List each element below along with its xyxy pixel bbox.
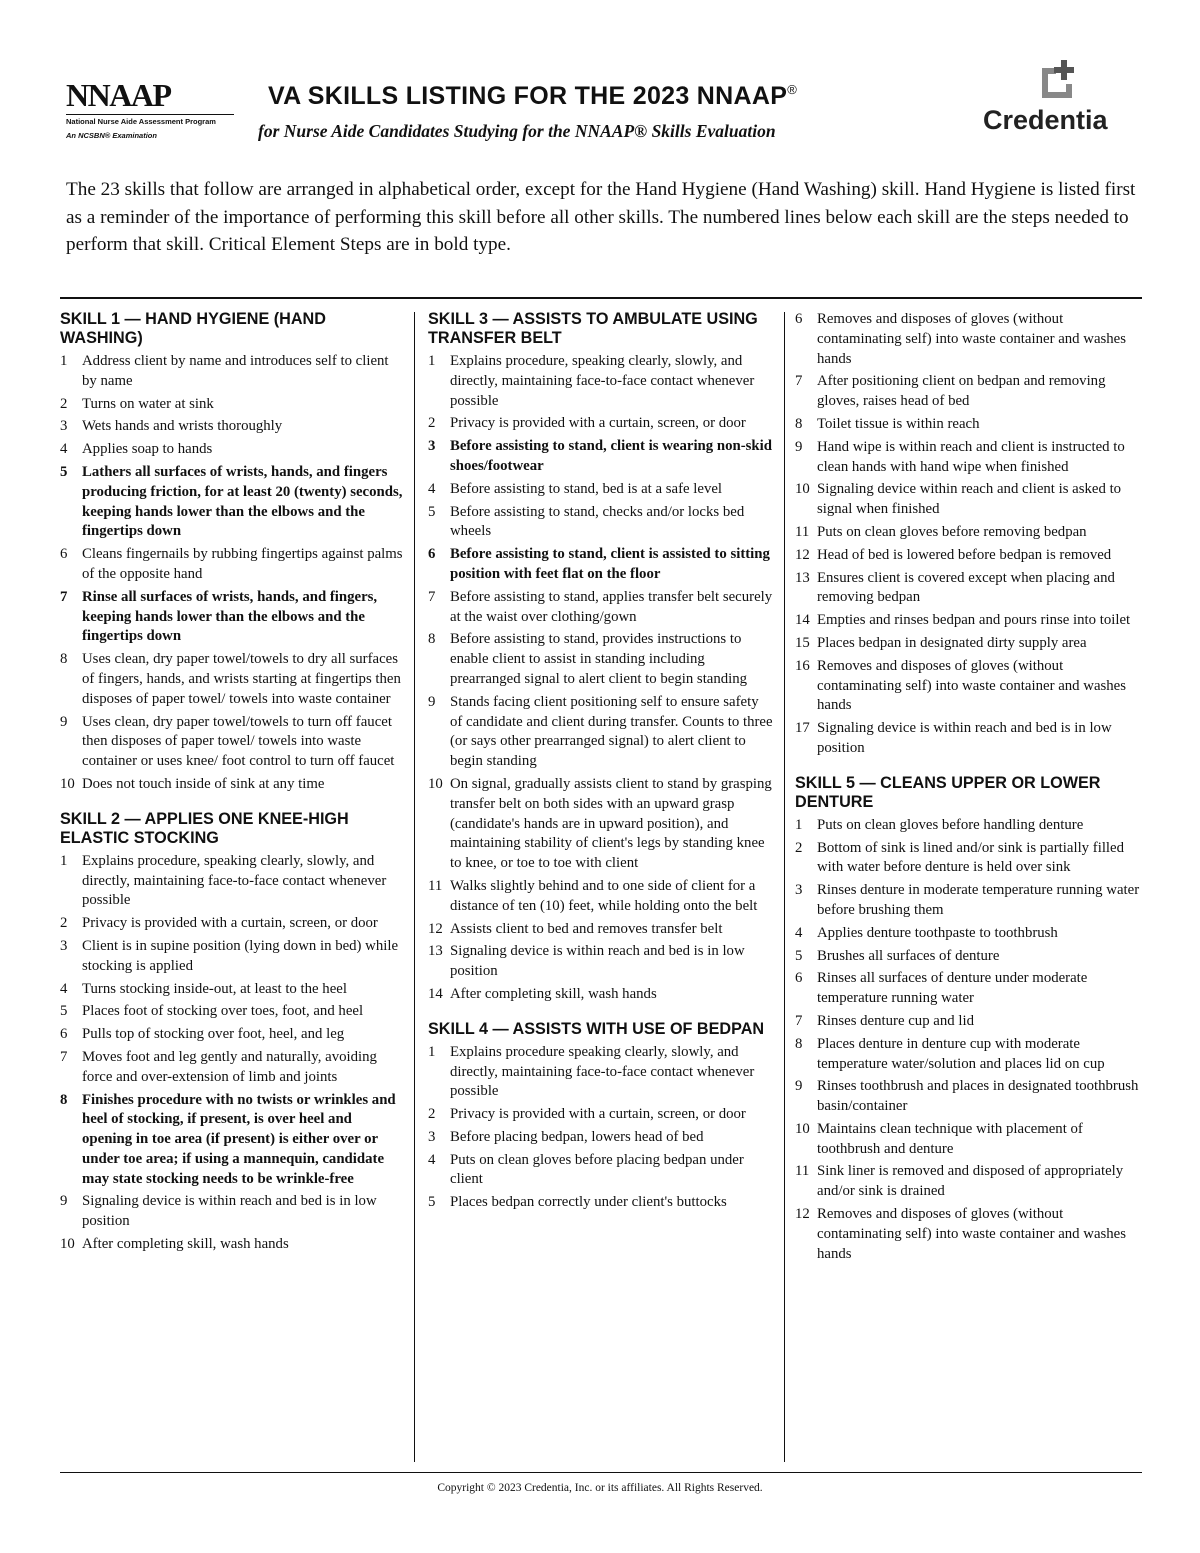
skill-step — [60, 1048, 405, 1088]
step-number: 4 — [60, 441, 68, 458]
skill-step — [795, 719, 1140, 759]
skill-step — [428, 877, 773, 917]
credentia-logo — [983, 60, 1133, 136]
step-text: Removes and disposes of gloves (without contaminating self) into waste container and washes hands — [817, 311, 1126, 367]
skill-step — [795, 523, 1140, 543]
skill-step — [795, 438, 1140, 478]
step-text: Turns on water at sink — [82, 395, 214, 412]
skill-step — [60, 1091, 405, 1190]
step-number: 3 — [60, 418, 68, 435]
step-number: 12 — [795, 546, 810, 563]
step-number: 12 — [428, 920, 443, 937]
step-text: Places denture in denture cup with moderate temperature water/solution and places lid on cup — [817, 1035, 1105, 1072]
skill-step — [60, 463, 405, 542]
nnaap-logo-subtitle: National Nurse Aide Assessment Program — [66, 117, 216, 126]
skill-step — [60, 440, 405, 460]
nnaap-logo-tagline: An NCSBN® Examination — [66, 131, 157, 140]
skill-step — [795, 1162, 1140, 1202]
step-text: Assists client to bed and removes transfer belt — [450, 920, 723, 937]
step-number: 10 — [60, 775, 75, 792]
copyright-notice: Copyright © 2023 Credentia, Inc. or its affiliates. All Rights Reserved. — [437, 1482, 763, 1494]
skill-step — [795, 839, 1140, 879]
step-text: Signaling device is within reach and bed is in low position — [817, 720, 1112, 756]
step-number: 4 — [428, 480, 436, 497]
skill-step — [428, 588, 773, 628]
step-text: Lathers all surfaces of wrists, hands, and fingers producing friction, for at least 20 (twenty) seconds, keeping hands lower than the elbows and the fingertips down — [82, 463, 403, 540]
step-number: 17 — [795, 720, 810, 737]
column-divider — [414, 312, 415, 1462]
skill-step — [428, 693, 773, 772]
skill-4-steps — [428, 1043, 773, 1213]
step-text: Rinse all surfaces of wrists, hands, and fingers, keeping hands lower than the elbows and the fingertips down — [82, 588, 378, 645]
page-title — [268, 75, 797, 111]
step-text: Before assisting to stand, bed is at a safe level — [450, 480, 723, 497]
page-title-text: VA SKILLS LISTING FOR THE 2023 NNAAP — [268, 82, 788, 110]
step-number: 15 — [795, 634, 810, 651]
step-text: Ensures client is covered except when placing and removing bedpan — [817, 569, 1115, 606]
page-subtitle: for Nurse Aide Candidates Studying for the NNAAP® Skills Evaluation — [258, 121, 776, 141]
skill-step — [60, 937, 405, 977]
column-divider — [784, 312, 785, 1462]
step-number: 10 — [428, 775, 443, 792]
skill-step — [60, 775, 405, 795]
step-number: 7 — [795, 373, 803, 390]
step-text: Address client by name and introduces self to client by name — [82, 353, 389, 389]
step-text: Places bedpan in designated dirty supply area — [817, 634, 1087, 651]
step-number: 2 — [795, 839, 803, 856]
step-number: 3 — [428, 1128, 436, 1145]
column-3 — [795, 310, 1140, 1267]
skill-step — [60, 352, 405, 392]
nnaap-logo — [66, 78, 238, 141]
nnaap-logo-word: NNAAP — [66, 77, 171, 113]
step-number: 10 — [795, 1120, 810, 1137]
step-number: 7 — [60, 588, 68, 605]
skill-step — [428, 1151, 773, 1191]
step-number: 1 — [428, 353, 436, 369]
step-text: Places bedpan correctly under client's buttocks — [450, 1194, 727, 1211]
step-number: 9 — [60, 713, 68, 730]
skill-step — [60, 545, 405, 585]
step-text: Explains procedure, speaking clearly, slowly, and directly, maintaining face-to-face contact whenever possible — [450, 353, 755, 409]
skill-step — [428, 1043, 773, 1102]
skill-step — [60, 1025, 405, 1045]
step-text: Pulls top of stocking over foot, heel, and leg — [82, 1026, 345, 1043]
step-number: 8 — [795, 415, 803, 432]
step-number: 8 — [60, 651, 68, 668]
step-number: 5 — [428, 503, 436, 520]
step-text: Sink liner is removed and disposed of appropriately and/or sink is drained — [817, 1163, 1124, 1200]
skill-3-steps — [428, 352, 773, 1005]
step-text: Before assisting to stand, provides instructions to enable client to assist in standing including prearranged signal to alert client to begin standing — [450, 631, 748, 687]
skill-3-title: SKILL 3 — ASSISTS TO AMBULATE USING TRANSFER BELT — [428, 310, 758, 347]
skill-step — [795, 569, 1140, 609]
step-text: Privacy is provided with a curtain, screen, or door — [82, 915, 378, 932]
step-text: After completing skill, wash hands — [82, 1236, 289, 1253]
step-text: Explains procedure speaking clearly, slowly, and directly, maintaining face-to-face contact whenever possible — [450, 1043, 755, 1100]
skill-2-steps — [60, 852, 405, 1255]
skill-step — [795, 372, 1140, 412]
step-number: 9 — [60, 1193, 68, 1210]
step-number: 8 — [60, 1091, 68, 1108]
step-number: 1 — [60, 353, 68, 369]
step-text: Toilet tissue is within reach — [817, 415, 980, 432]
skill-4-steps-continued — [795, 310, 1140, 759]
skill-step — [428, 985, 773, 1005]
registered-mark: ® — [787, 82, 798, 97]
skill-step — [795, 1205, 1140, 1264]
step-text: Puts on clean gloves before handling denture — [817, 816, 1084, 833]
skill-step — [795, 924, 1140, 944]
step-number: 5 — [428, 1194, 436, 1211]
step-number: 4 — [795, 924, 803, 941]
skill-step — [428, 630, 773, 689]
skill-step — [428, 545, 773, 585]
skill-step — [795, 1120, 1140, 1160]
skill-step — [60, 395, 405, 415]
step-number: 7 — [60, 1048, 68, 1065]
skill-step — [60, 588, 405, 647]
skill-step — [428, 503, 773, 543]
step-text: Wets hands and wrists thoroughly — [82, 418, 283, 435]
step-text: Stands facing client positioning self to ensure safety of candidate and client during transfer. Counts to three (or says other prearranged signal) to alert client to begin standing — [450, 693, 773, 770]
step-text: On signal, gradually assists client to stand by grasping transfer belt on both sides with an upward grasp (candidate's hands are in upward position), and maintaining stability of client's legs by standing knee to knee, or toe to toe with client — [450, 775, 772, 872]
skill-step — [795, 816, 1140, 836]
skill-step — [60, 1235, 405, 1255]
step-number: 13 — [795, 569, 810, 586]
skill-step — [795, 310, 1140, 369]
step-text: Puts on clean gloves before placing bedpan under client — [450, 1151, 744, 1188]
step-number: 14 — [795, 612, 810, 629]
skill-step — [428, 775, 773, 874]
step-number: 7 — [428, 588, 436, 605]
step-text: Brushes all surfaces of denture — [817, 947, 1000, 964]
skill-step — [795, 947, 1140, 967]
bottom-divider — [60, 1472, 1142, 1473]
step-text: Uses clean, dry paper towel/towels to dry all surfaces of fingers, hands, and wrists starting at fingertips then disposes of paper towel/ towels into waste container — [82, 651, 401, 707]
step-number: 8 — [795, 1035, 803, 1052]
intro-paragraph: The 23 skills that follow are arranged in alphabetical order, except for the Hand Hygiene (Hand Washing) skill. Hand Hygiene is listed first as a reminder of the importance of performing this skill before all other skills. The numbered lines below each skill are the steps needed to perform that skill. Critical Element Steps are in bold type. — [66, 179, 1136, 255]
step-text: Signaling device is within reach and bed is in low position — [450, 943, 745, 980]
skill-step — [60, 1192, 405, 1232]
skill-step — [60, 417, 405, 437]
step-text: Before assisting to stand, client is assisted to sitting position with feet flat on the floor — [450, 546, 770, 582]
step-number: 4 — [60, 980, 68, 997]
step-text: Removes and disposes of gloves (without contaminating self) into waste container and washes hands — [817, 1206, 1126, 1262]
skill-step — [795, 1077, 1140, 1117]
step-text: Before placing bedpan, lowers head of bed — [450, 1128, 704, 1145]
step-number: 10 — [795, 481, 810, 498]
skill-step — [428, 920, 773, 940]
skill-step — [60, 980, 405, 1000]
step-text: Turns stocking inside-out, at least to the heel — [82, 980, 347, 997]
step-text: Uses clean, dry paper towel/towels to turn off faucet then disposes of paper towel/ towels into waste container or uses knee/ foot control to turn off faucet — [82, 713, 395, 770]
skill-2-title: SKILL 2 — APPLIES ONE KNEE-HIGH ELASTIC STOCKING — [60, 809, 349, 847]
step-number: 6 — [428, 546, 436, 563]
skill-step — [428, 1105, 773, 1125]
step-number: 16 — [795, 657, 810, 674]
step-text: Maintains clean technique with placement of toothbrush and denture — [817, 1120, 1083, 1157]
skill-step — [795, 634, 1140, 654]
skill-step — [795, 480, 1140, 520]
skill-step — [795, 415, 1140, 435]
skill-1-steps — [60, 352, 405, 795]
step-text: Empties and rinses bedpan and pours rinse into toilet — [817, 612, 1131, 629]
skill-step — [60, 1002, 405, 1022]
step-number: 9 — [795, 438, 803, 455]
step-number: 1 — [428, 1043, 436, 1060]
skill-step — [428, 414, 773, 434]
step-text: Places foot of stocking over toes, foot, and heel — [82, 1003, 364, 1020]
step-text: Rinses denture cup and lid — [817, 1012, 974, 1029]
column-2 — [428, 310, 773, 1216]
step-number: 3 — [795, 882, 803, 899]
skill-step — [428, 352, 773, 411]
step-number: 14 — [428, 985, 443, 1002]
step-number: 3 — [428, 438, 436, 455]
step-number: 2 — [60, 915, 68, 932]
step-text: Signaling device within reach and client is asked to signal when finished — [817, 481, 1122, 518]
step-text: Applies denture toothpaste to toothbrush — [817, 924, 1058, 941]
step-text: After completing skill, wash hands — [450, 985, 657, 1002]
step-number: 6 — [795, 970, 803, 987]
step-number: 2 — [428, 415, 436, 432]
step-number: 2 — [60, 395, 68, 412]
step-text: Hand wipe is within reach and client is instructed to clean hands with hand wipe when finished — [817, 438, 1125, 475]
step-text: Client is in supine position (lying down in bed) while stocking is applied — [82, 937, 399, 974]
skill-5-title: SKILL 5 — CLEANS UPPER OR LOWER DENTURE — [795, 773, 1101, 811]
step-number: 5 — [60, 1003, 68, 1020]
step-number: 6 — [60, 546, 68, 563]
step-number: 11 — [795, 1163, 810, 1180]
skill-step — [60, 713, 405, 772]
skill-step — [795, 969, 1140, 1009]
step-text: Privacy is provided with a curtain, screen, or door — [450, 415, 746, 432]
skill-step — [795, 1035, 1140, 1075]
step-number: 13 — [428, 943, 443, 960]
step-text: Before assisting to stand, checks and/or locks bed wheels — [450, 503, 745, 540]
skill-5-steps — [795, 816, 1140, 1265]
step-number: 6 — [60, 1026, 68, 1043]
step-number: 11 — [428, 877, 443, 894]
skill-step — [428, 480, 773, 500]
step-number: 9 — [795, 1078, 803, 1095]
step-text: Finishes procedure with no twists or wrinkles and heel of stocking, if present, is over heel and opening in toe area (if present) is either over or under toe area; if using a mannequin, candidate may state stocking needs to be wrinkle-free — [82, 1091, 396, 1187]
step-number: 4 — [428, 1151, 436, 1168]
step-number: 5 — [795, 947, 803, 964]
step-number: 1 — [795, 816, 803, 833]
step-text: Signaling device is within reach and bed is in low position — [82, 1193, 377, 1230]
step-text: Walks slightly behind and to one side of client for a distance of ten (10) feet, while holding onto the belt — [450, 877, 758, 914]
skill-step — [428, 942, 773, 982]
step-text: After positioning client on bedpan and removing gloves, raises head of bed — [817, 373, 1106, 410]
step-number: 9 — [428, 693, 436, 710]
skill-1-title: SKILL 1 — HAND HYGIENE (HAND WASHING) — [60, 310, 326, 347]
skill-step — [60, 914, 405, 934]
step-number: 2 — [428, 1106, 436, 1123]
credentia-wordmark: Credentia — [983, 105, 1108, 135]
step-number: 11 — [795, 523, 810, 540]
step-number: 12 — [795, 1206, 810, 1223]
step-number: 3 — [60, 937, 68, 954]
skill-step — [795, 546, 1140, 566]
step-text: Rinses toothbrush and places in designated toothbrush basin/container — [817, 1078, 1139, 1115]
step-text: Rinses all surfaces of denture under moderate temperature running water — [817, 970, 1088, 1007]
skill-step — [428, 437, 773, 477]
step-text: Rinses denture in moderate temperature running water before brushing them — [817, 882, 1140, 918]
skill-step — [795, 611, 1140, 631]
skill-step — [428, 1128, 773, 1148]
step-text: Before assisting to stand, client is wearing non-skid shoes/footwear — [450, 438, 772, 474]
credentia-mark-icon — [1039, 60, 1079, 100]
nnaap-logo-rule — [66, 114, 234, 115]
step-text: Explains procedure, speaking clearly, slowly, and directly, maintaining face-to-face contact whenever possible — [82, 852, 387, 909]
top-divider — [60, 297, 1142, 299]
step-text: Puts on clean gloves before removing bedpan — [817, 523, 1087, 540]
step-text: Applies soap to hands — [82, 441, 213, 458]
step-text: Moves foot and leg gently and naturally, avoiding force and over-extension of limb and joints — [82, 1048, 377, 1085]
step-text: Removes and disposes of gloves (without contaminating self) into waste container and washes hands — [817, 657, 1126, 714]
step-text: Head of bed is lowered before bedpan is removed — [817, 546, 1112, 563]
step-text: Privacy is provided with a curtain, screen, or door — [450, 1106, 746, 1123]
step-number: 8 — [428, 631, 436, 648]
skill-step — [428, 1193, 773, 1213]
skill-4-title: SKILL 4 — ASSISTS WITH USE OF BEDPAN — [428, 1019, 765, 1038]
skill-step — [795, 1012, 1140, 1032]
step-text: Does not touch inside of sink at any time — [82, 775, 325, 792]
column-1 — [60, 310, 405, 1258]
step-number: 1 — [60, 852, 68, 869]
step-number: 5 — [60, 463, 68, 480]
step-number: 6 — [795, 311, 803, 327]
skill-step — [795, 657, 1140, 716]
step-text: Cleans fingernails by rubbing fingertips against palms of the opposite hand — [82, 546, 403, 582]
step-number: 10 — [60, 1236, 75, 1253]
skill-step — [60, 650, 405, 709]
skill-step — [60, 852, 405, 911]
step-text: Before assisting to stand, applies transfer belt securely at the waist over clothing/gown — [450, 588, 773, 625]
skill-step — [795, 881, 1140, 921]
step-text: Bottom of sink is lined and/or sink is partially filled with water before denture is held over sink — [817, 839, 1125, 876]
step-number: 7 — [795, 1012, 803, 1029]
